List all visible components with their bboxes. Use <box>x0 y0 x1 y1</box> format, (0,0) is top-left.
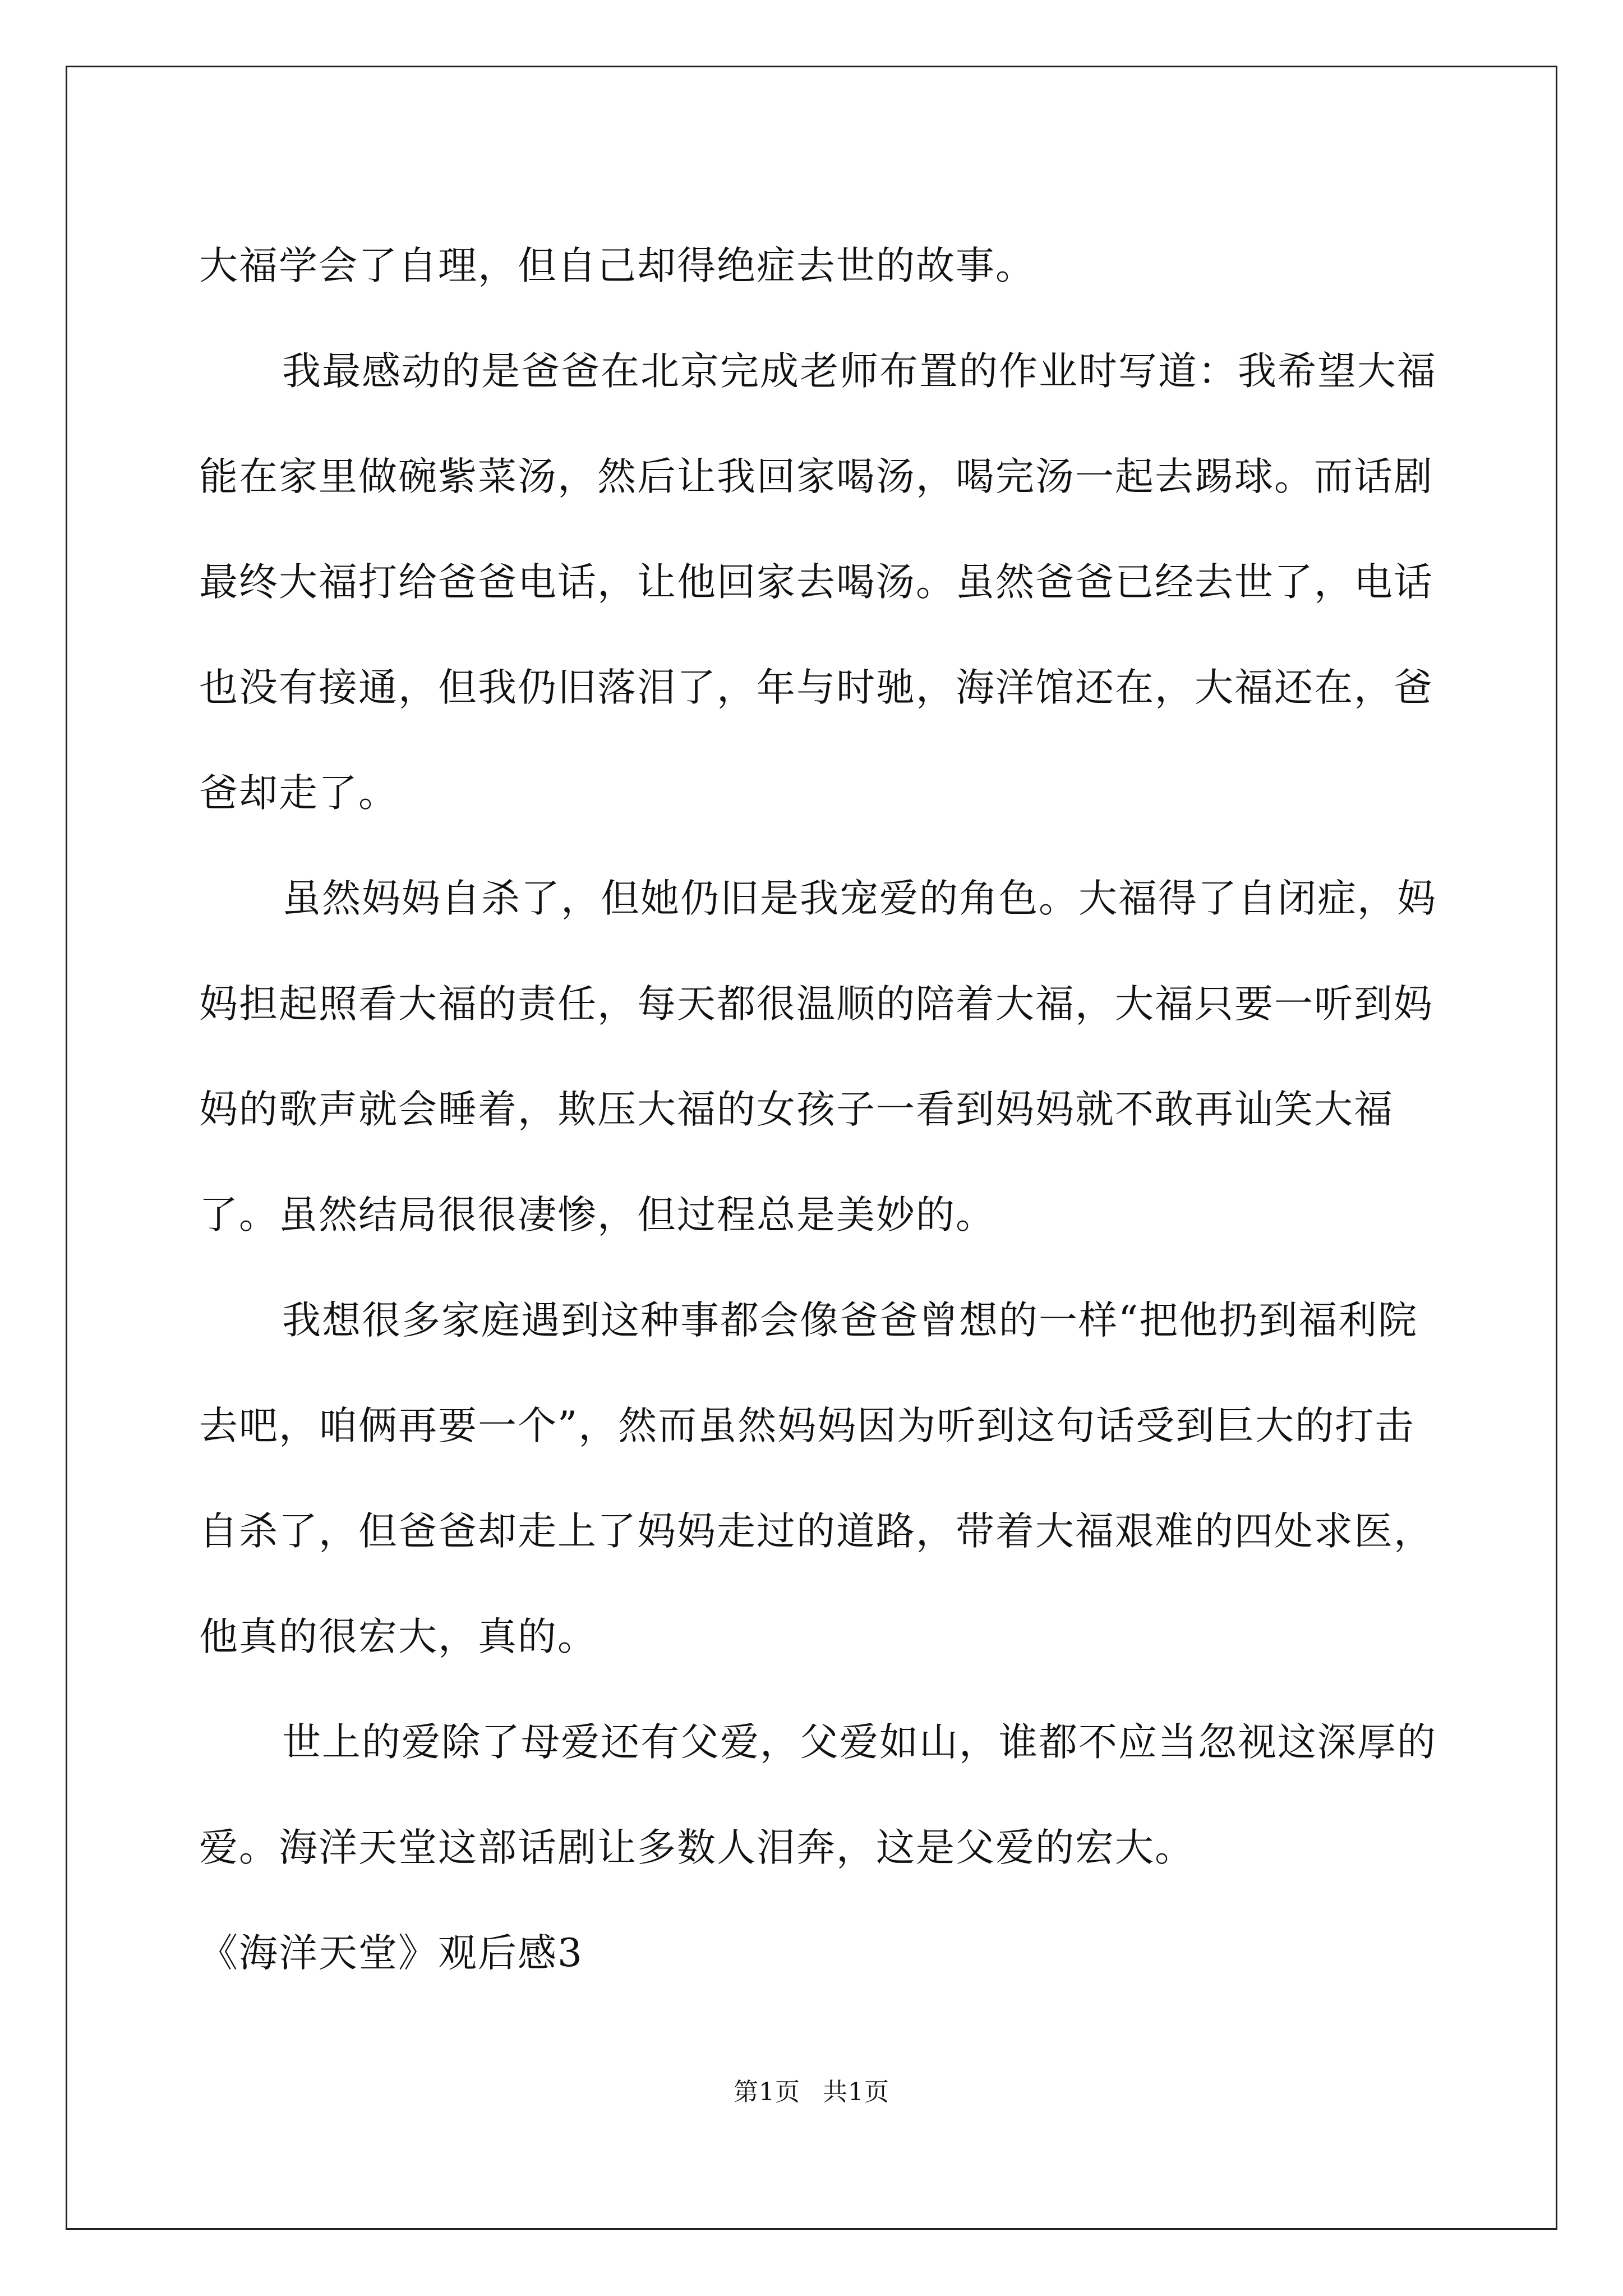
paragraph: 我最感动的是爸爸在北京完成老师布置的作业时写道：我希望大福能在家里做碗紫菜汤，然后让我回家喝汤，喝完汤一起去踢球。而话剧最终大福打给爸爸电话，让他回家去喝汤。虽然爸爸已经去世了，电话也没有接通，但我仍旧落泪了，年与时驰，海洋馆还在，大福还在，爸爸却走了。 <box>199 349 1437 816</box>
paragraph: 我想很多家庭遇到这种事都会像爸爸曾想的一样“把他扔到福利院去吧，咱俩再要一个”，然而虽然妈妈因为听到这句话受到巨大的打击自杀了，但爸爸却走上了妈妈走过的道路，带着大福艰难的四处求医，他真的很宏大，真的。 <box>199 1298 1433 1659</box>
paragraph-continuation: 大福学会了自理，但自己却得绝症去世的故事。 <box>199 243 1035 288</box>
section-heading: 《海洋天堂》观后感3 <box>199 1931 583 1976</box>
page-number: 第1页 <box>734 2078 800 2106</box>
page-footer <box>0 2076 1623 2109</box>
document-body <box>199 213 1438 2006</box>
paragraph: 虽然妈妈自杀了，但她仍旧是我宠爱的角色。大福得了自闭症，妈妈担起照看大福的责任，每天都很温顺的陪着大福，大福只要一听到妈妈的歌声就会睡着，欺压大福的女孩子一看到妈妈就不敢再讪笑大福了。虽然结局很很凄惨，但过程总是美妙的。 <box>199 876 1437 1237</box>
page-total: 共1页 <box>823 2078 889 2106</box>
paragraph: 世上的爱除了母爱还有父爱，父爱如山，谁都不应当忽视这深厚的爱。海洋天堂这部话剧让多数人泪奔，这是父爱的宏大。 <box>199 1720 1437 1870</box>
